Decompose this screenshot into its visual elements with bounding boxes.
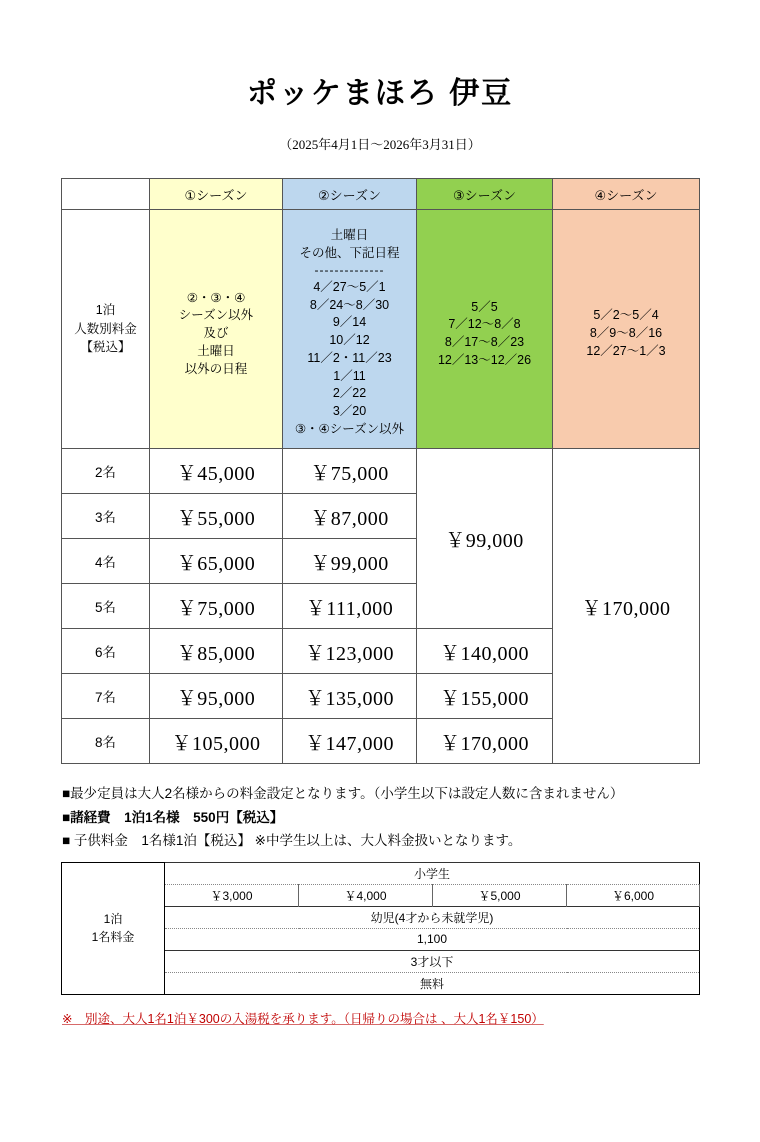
season-description-line: 5／2～5／4: [593, 308, 659, 323]
season-description-line: 12／27～1／3: [586, 343, 666, 358]
page-subtitle: （2025年4月1日～2026年3月31日）: [279, 137, 481, 152]
pricing-row-label: [62, 210, 150, 449]
price-season-2: ￥87,000: [283, 494, 417, 539]
season-description-line: 土曜日: [197, 343, 235, 358]
guest-count-cell: 8名: [62, 719, 150, 764]
footer-note-wrap: [0, 995, 760, 1028]
page-title: ポッケまほろ 伊豆: [246, 77, 514, 110]
under3-price: 無料: [165, 972, 700, 994]
season-description-line: ③・④シーズン以外: [294, 421, 405, 436]
guest-count-cell: 5名: [62, 584, 150, 629]
season-description-line: 4／27～5／1: [313, 279, 386, 294]
preschool-price: 1,100: [165, 928, 700, 950]
season-description-line: 3／20: [332, 404, 367, 419]
season-description-line: 11／2・11／23: [307, 350, 392, 365]
price-season-3: ￥155,000: [417, 674, 553, 719]
season-description-3: [417, 210, 553, 449]
child-row-elementary-header: [62, 862, 700, 884]
season-description-line: 土曜日: [330, 228, 369, 243]
season-description-line: 以外の日程: [184, 361, 248, 376]
dashed-separator: --------------: [314, 262, 385, 277]
season-description-4: [553, 210, 700, 449]
pricing-table: [61, 178, 700, 764]
price-season-2: ￥75,000: [283, 449, 417, 494]
child-label-line-2: 1名料金: [91, 930, 135, 945]
price-season-2: ￥123,000: [283, 629, 417, 674]
price-season-2: ￥111,000: [283, 584, 417, 629]
price-season-3: ￥99,000: [417, 449, 553, 629]
season-description-1: [150, 210, 283, 449]
season-description-row: [62, 210, 700, 449]
child-fee-table: [61, 862, 700, 995]
season-description-line: ②・③・④: [186, 290, 246, 305]
guest-count-cell: 2名: [62, 449, 150, 494]
child-fee-label: [62, 862, 165, 994]
season-description-line: 7／12～8／8: [448, 317, 521, 332]
price-season-1: ￥85,000: [150, 629, 283, 674]
price-season-1: ￥95,000: [150, 674, 283, 719]
row-label-line-3: 【税込】: [80, 340, 131, 355]
price-season-2: ￥147,000: [283, 719, 417, 764]
season-description-line: 5／5: [471, 299, 498, 314]
season-description-line: その他、下記日程: [299, 246, 400, 261]
season-description-line: 9／14: [332, 315, 367, 330]
season-description-2: [283, 210, 417, 449]
price-season-2: ￥99,000: [283, 539, 417, 584]
guest-count-cell: 6名: [62, 629, 150, 674]
season-description-line: 8／24～8／30: [309, 297, 390, 312]
elementary-price-3: ￥5,000: [433, 884, 567, 906]
notes-list: [62, 782, 712, 853]
guest-count-cell: 7名: [62, 674, 150, 719]
season-header-1: ①シーズン: [150, 179, 283, 210]
price-season-1: ￥65,000: [150, 539, 283, 584]
elementary-price-4: ￥6,000: [567, 884, 700, 906]
season-description-line: シーズン以外: [178, 308, 254, 323]
price-season-4: ￥170,000: [553, 449, 700, 764]
table-header-row: [62, 179, 700, 210]
guest-count-cell: 3名: [62, 494, 150, 539]
pricing-table-container: [61, 178, 699, 764]
price-season-2: ￥135,000: [283, 674, 417, 719]
guest-count-cell: 4名: [62, 539, 150, 584]
season-header-3: ③シーズン: [417, 179, 553, 210]
season-description-line: 10／12: [329, 333, 370, 348]
elementary-price-1: ￥3,000: [165, 884, 299, 906]
preschool-header: 幼児(4才から未就学児): [165, 906, 700, 928]
footer-note-bathing-tax: ※ 別途、大人1名1泊￥300の入湯税を承ります。（日帰りの場合は 、大人1名￥150）: [62, 1011, 544, 1026]
season-header-2: ②シーズン: [283, 179, 417, 210]
price-season-1: ￥45,000: [150, 449, 283, 494]
row-label-line-1: 1泊: [95, 302, 116, 317]
season-description-line: 及び: [203, 326, 229, 341]
corner-cell: [62, 179, 150, 210]
note-misc-fee: ■諸経費 1泊1名様 550円【税込】: [62, 809, 284, 825]
row-label-line-2: 人数別料金: [74, 321, 137, 336]
child-fee-table-container: [61, 862, 699, 995]
season-description-line: 2／22: [332, 386, 367, 401]
elementary-header: 小学生: [165, 862, 700, 884]
child-label-line-1: 1泊: [103, 911, 123, 926]
price-season-3: ￥170,000: [417, 719, 553, 764]
season-description-line: 8／9～8／16: [589, 326, 663, 341]
price-season-1: ￥55,000: [150, 494, 283, 539]
season-description-line: 12／13～12／26: [437, 352, 532, 367]
table-row: [62, 449, 700, 494]
under3-header: 3才以下: [165, 950, 700, 972]
price-season-1: ￥75,000: [150, 584, 283, 629]
season-header-4: ④シーズン: [553, 179, 700, 210]
note-minimum-guests: ■最少定員は大人2名様からの料金設定となります。（小学生以下は設定人数に含まれません）: [62, 786, 624, 801]
season-description-line: 8／17～8／23: [444, 335, 525, 349]
note-child-fee: ■ 子供料金 1名様1泊【税込】 ※中学生以上は、大人料金扱いとなります。: [62, 833, 522, 849]
price-season-1: ￥105,000: [150, 719, 283, 764]
price-season-3: ￥140,000: [417, 629, 553, 674]
elementary-price-2: ￥4,000: [299, 884, 433, 906]
price-sheet-page: [0, 68, 760, 1142]
season-description-line: 1／11: [333, 368, 366, 383]
